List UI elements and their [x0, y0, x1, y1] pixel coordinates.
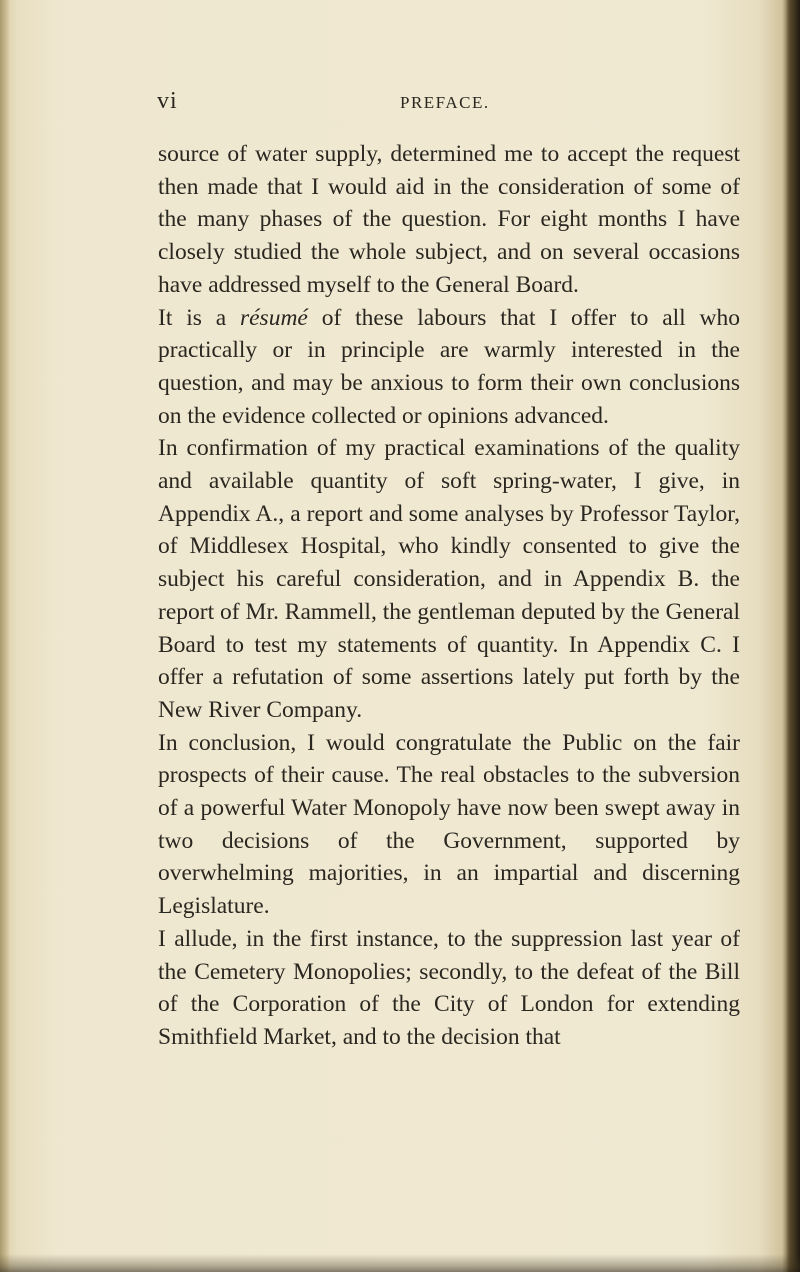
page-bottom-shadow — [0, 1254, 800, 1272]
paragraph-1: source of water supply, determined me to accept the request then made that I would aid in the consideration of some of the many phases of the question. For eight months I have closely studied the whole subject, and on several occasions have addressed myself to the General Board. — [158, 141, 740, 298]
page-right-edge — [786, 0, 800, 1272]
paragraph-2-after: of these labours that I offer to all who practically or in principle are warmly interested in the question, and may be anxious to form their own conclusions on the evidence collected or opinions advanced. — [158, 304, 740, 429]
body-text — [158, 138, 740, 1054]
paragraph-3: In confirmation of my practical examinations of the quality and available quantity of soft spring-water, I give, in Appendix A., a report and some analyses by Professor Taylor, of Middlesex Hospital, who kindly consented to give the subject his careful consideration, and in Appendix B. the report of Mr. Rammell, the gentleman deputed by the General Board to test my statements of quantity. In Appendix C. I offer a refutation of some assertions lately put forth by the New River Company. — [158, 435, 740, 723]
paragraph-5: I allude, in the first instance, to the suppression last year of the Cemetery Monopolies; secondly, to the defeat of the Bill of the Corporation of the City of London for extending Smithfield Market, and to the decision that — [158, 925, 740, 1050]
page-left-edge — [0, 0, 10, 1272]
paragraph-4: In conclusion, I would congratulate the Public on the fair prospects of their cause. The real obstacles to the subversion of a powerful Water Monopoly have now been swept away in two decisions of the Government, supported by overwhelming majorities, in an impartial and discerning Legislature. — [158, 729, 740, 920]
paragraph-2-before: It is a — [158, 304, 240, 331]
paragraph-2 — [158, 302, 740, 433]
running-head: PREFACE. — [400, 93, 490, 112]
page-number: vi — [157, 88, 178, 114]
paragraph-2-emphasis: résumé — [239, 304, 308, 331]
page-header — [145, 88, 745, 116]
